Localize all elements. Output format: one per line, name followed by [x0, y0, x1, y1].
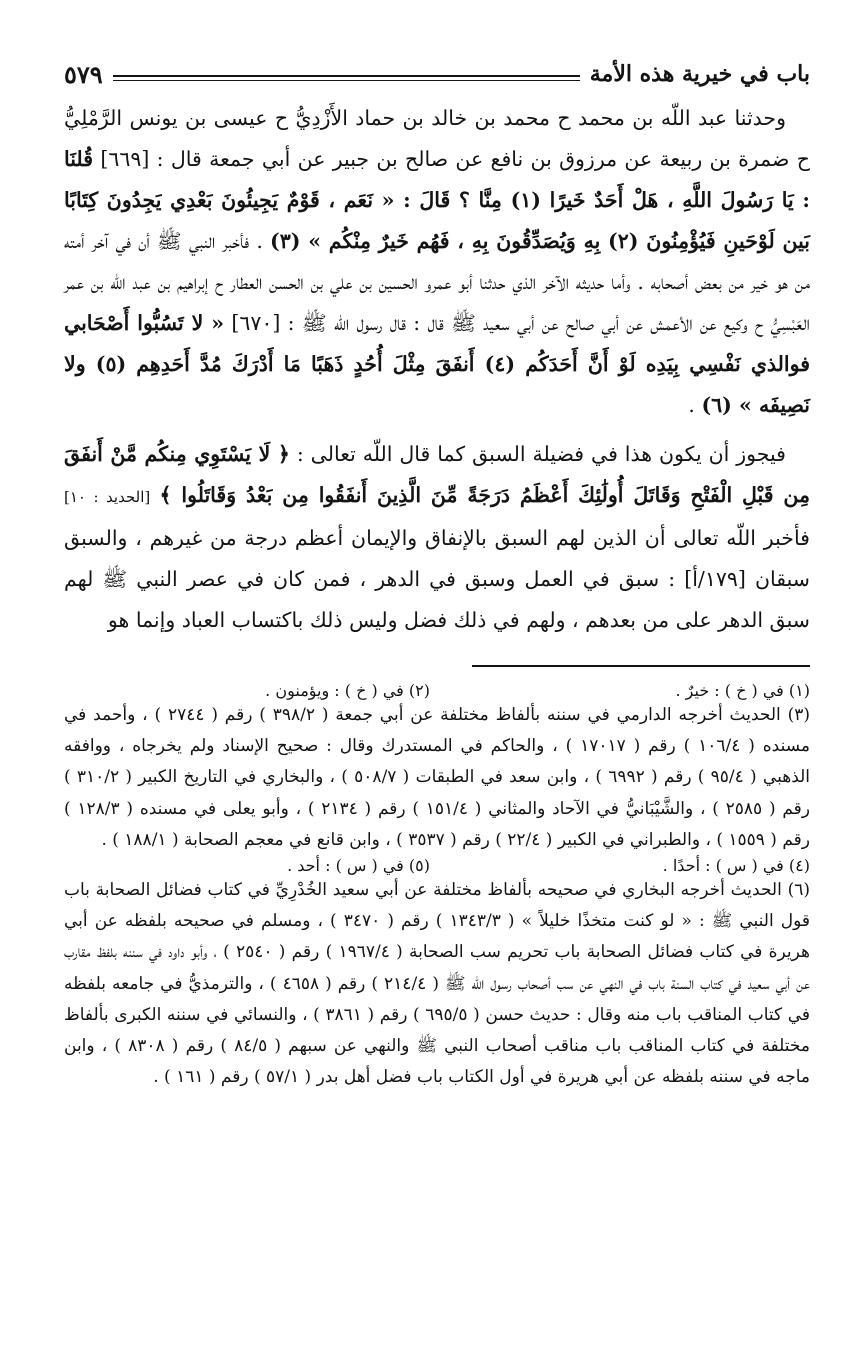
paragraph-2 [64, 434, 810, 641]
surah-reference: [الحديد : ١٠] [64, 488, 151, 506]
page-header [64, 50, 810, 98]
header-rule [113, 75, 580, 77]
footnote-4: (٤) في ( س ) : أحدًا . [662, 856, 810, 876]
chapter-title: باب في خيرية هذه الأمة [589, 61, 810, 87]
commentary-text: . فأخبر النبي ﷺ أن في آخر أمته من هو خير من بعض أصحابه . وأما حديثه الآخر الذي حدثنا أبو عمرو الحسين بن علي بن الحسن العطار ح إبراهيم بن عبد اللّه بن عمر العَبْسِيُّ ح وكيع عن الأعمش عن أبي صالح عن أبي سعيد ﷺ قال : قال رسول اللّه ﷺ : [64, 229, 810, 335]
paragraph-1 [64, 98, 810, 426]
footnote-3: (٣) الحديث أخرجه الدارمي في سننه بألفاظ مختلفة عن أبي جمعة ( ٣٩٨/٢ ) رقم ( ٢٧٤٤ ) ، وأحمد في مسنده ( ١٠٦/٤ ) رقم ( ١٧٠١٧ ) ، والحاكم في المستدرك وقال : صحيح الإسناد ولم يخرجاه ، ووافقه الذهبي ( ٩٥/٤ ) رقم ( ٦٩٩٢ ) ، وابن سعد في الطبقات ( ٥٠٨/٧ ) ، والبخاري في التاريخ الكبير ( ٣١٠/٢ ) رقم ( ٢٥٨٥ ) ، والشَّيْبَانيُّ في الآحاد والمثاني ( ١٥١/٤ ) رقم ( ٢١٣٤ ) ، وأبو يعلى في مسنده ( ١٢٨/٣ ) رقم ( ١٥٥٩ ) ، والطبراني في الكبير ( ٢٢/٤ ) رقم ( ٣٥٣٧ ) ، وابن قانع في معجم الصحابة ( ١٨٨/١ ) . [64, 705, 811, 850]
paragraph-2-text: فأخبر اللّه تعالى أن الذين لهم السبق بالإنفاق والإيمان أعظم درجة من غيرهم ، والسبق سبقان [١٧٩/أ] : سبق في العمل وسبق في الدهر ، فمن كان في عصر النبي ﷺ لهم سبق الدهر على من بعدهم ، ولهم في ذلك فضل وليس ذلك باكتساب العباد وإنما هو [64, 526, 810, 632]
footnote-separator [472, 665, 810, 667]
page-number: ٥٧٩ [64, 59, 103, 89]
footnote-row-1-2 [64, 681, 810, 700]
hadith-number-670: [٦٧٠] [231, 311, 281, 335]
footnote-5: (٥) في ( س ) : أحد . [287, 856, 430, 876]
paragraph-2-intro: فيجوز أن يكون هذا في فضيلة السبق كما قال اللّه تعالى : [296, 442, 786, 466]
footnote-row-4-5 [64, 856, 810, 875]
footnote-1: (١) في ( خ ) : خيرٌ . [675, 681, 810, 700]
paragraph-end: . [688, 393, 695, 417]
hadith-669-text: قُلنَا : يَا رَسُولَ اللَّهِ ، هَلْ أَحَدٌ خَيرًا (١) مِنَّا ؟ قَالَ : « نَعَم ، قَوْمٌ يَجِيئُونَ بَعْدِي يَجِدُونَ كِتَابًا بَين لَوْحَينِ فَيُؤْمِنُونَ (٢) بِهِ وَيُصَدِّقُونَ بِهِ ، فَهُم خَيرٌ مِنْكُم » (٣) [64, 147, 811, 253]
footnote-2: (٢) في ( خ ) : ويؤمنون . [265, 681, 430, 700]
hadith-670-text: « لا تَسُبُّوا أَصْحَابي فوالذي نَفْسِي بِيَدِه لَوْ أَنَّ أَحَدَكُم (٤) أَنفَقَ مِثْلَ أُحُدٍ ذَهَبًا مَا أَدْرَكَ مُدَّ أَحَدِهِم (٥) ولا نَصِيفَه » (٦) [64, 311, 810, 417]
isnad-text: وحدثنا عبد اللّه بن محمد ح محمد بن خالد بن حماد الأَزْدِيُّ ح عيسى بن يونس الرَّمْلِيُّ ح ضمرة بن ربيعة عن مرزوق بن نافع عن صالح بن جبير عن أبي جمعة قال : [64, 106, 810, 171]
hadith-number-669: [٦٦٩] [100, 147, 150, 171]
quran-verse: ﴿ لَا يَسْتَوِي مِنكُم مَّنْ أَنفَقَ مِن قَبْلِ الْفَتْحِ وَقَاتَلَ أُولَٰئِكَ أَعْظَمُ دَرَجَةً مِّنَ الَّذِينَ أَنفَقُوا مِن بَعْدُ وَقَاتَلُوا ﴾ [64, 442, 810, 507]
footnote-6: (٦) الحديث أخرجه البخاري في صحيحه بألفاظ مختلفة عن أبي سعيد الخُدْرِيِّ في كتاب فضائل الصحابة باب قول النبي ﷺ : « لو كنت متخذًا خليلاً » ( ١٣٤٣/٣ ) رقم ( ٣٤٧٠ ) ، ومسلم في صحيحه بلفظه عن أبي هريرة في كتاب فضائل الصحابة باب تحريم سب الصحابة ( ١٩٦٧/٤ ) رقم ( ٢٥٤٠ ) ، وأبو داود في سننه بلفظ مقارب عن أبي سعيد في كتاب السنة باب في النهي عن سب أصحاب رسول اللّه ﷺ ( ٢١٤/٤ ) رقم ( ٤٦٥٨ ) ، والترمذيُّ في جامعه بلفظه في كتاب المناقب باب منه وقال : حديث حسن ( ٦٩٥/٥ ) رقم ( ٣٨٦١ ) ، والنسائي في سننه الكبرى بألفاظ مختلفة في كتاب المناقب باب مناقب أصحاب النبي ﷺ والنهي عن سبهم ( ٨٤/٥ ) رقم ( ٨٣٠٨ ) ، وابن ماجه في سننه بلفظه عن أبي هريرة في أول الكتاب باب فضل أهل بدر ( ٥٧/١ ) رقم ( ١٦١ ) . [64, 880, 811, 1088]
footnotes [64, 681, 810, 1093]
main-text [64, 98, 810, 641]
